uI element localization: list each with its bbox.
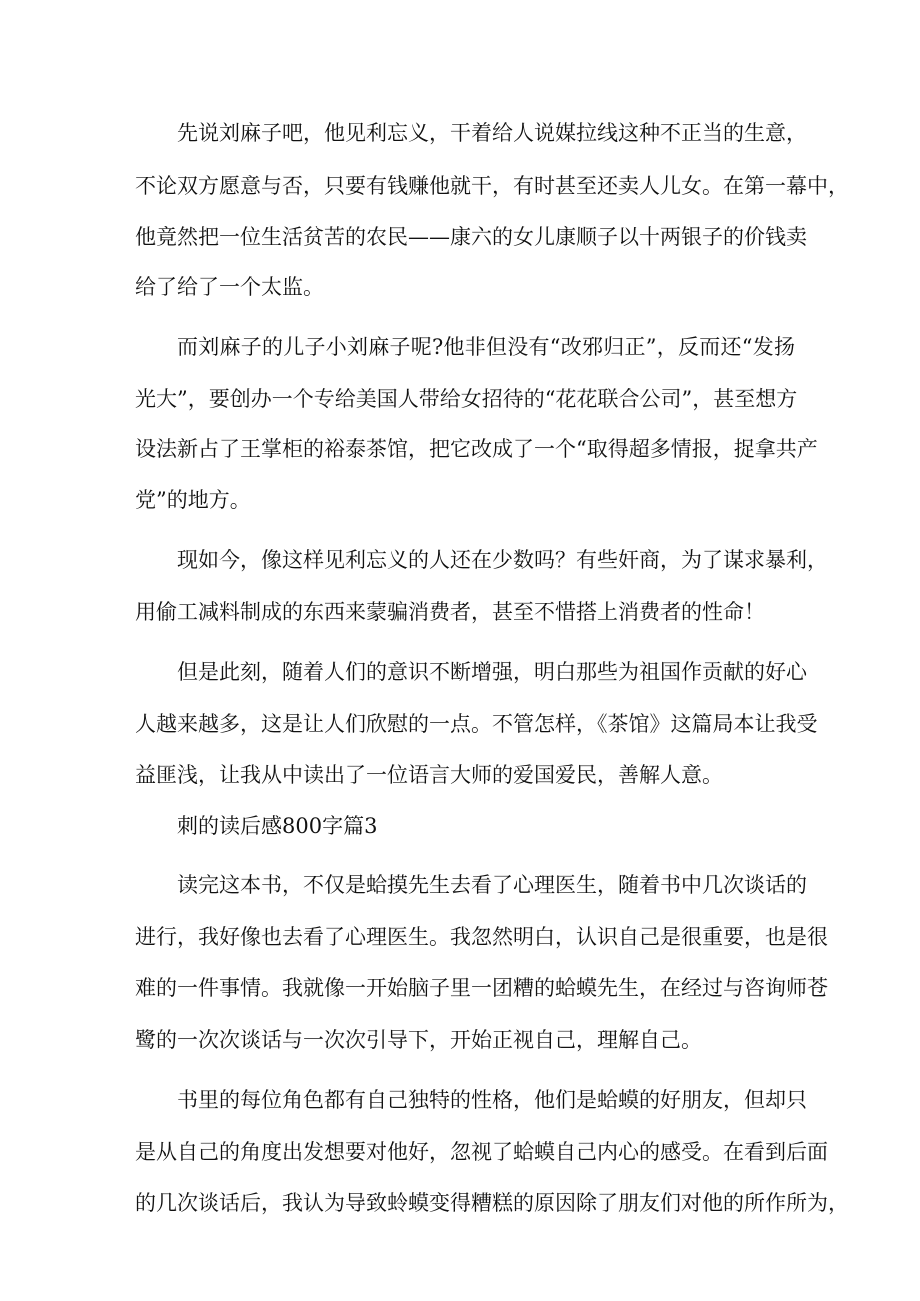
paragraph-4-line-1: 但是此刻，随着人们的意识不断增强，明白那些为祖国作贡献的好心: [177, 660, 807, 684]
paragraph-1-line-4: 给了给了一个太监。: [135, 275, 324, 299]
paragraph-3-line-1: 现如今，像这样见利忘义的人还在少数吗？有些奸商，为了谋求暴利，: [177, 548, 828, 572]
paragraph-5-line-4: 鹭的一次次谈话与一次次引导下，开始正视自己，理解自己。: [135, 1028, 702, 1052]
paragraph-2-line-4: 党”的地方。: [135, 488, 251, 512]
paragraph-5-line-2: 进行，我好像也去看了心理医生。我忽然明白，认识自己是很重要，也是很: [135, 925, 828, 949]
paragraph-2-line-1: 而刘麻子的儿子小刘麻子呢?他非但没有“改邪归正”，反而还“发扬: [177, 335, 795, 359]
paragraph-3-line-2: 用偷工减料制成的东西来蒙骗消费者，甚至不惜搭上消费者的性命！: [135, 600, 765, 624]
paragraph-1-line-1: 先说刘麻子吧，他见利忘义，干着给人说媒拉线这种不正当的生意，: [177, 121, 807, 145]
paragraph-6-line-3: 的几次谈话后，我认为导致蛉蟆变得糟糕的原因除了朋友们对他的所作所为，: [135, 1191, 849, 1215]
paragraph-2-line-3: 设法新占了王掌柜的裕泰茶馆，把它改成了一个“取得超多情报，捉拿共产: [135, 437, 818, 461]
paragraph-1-line-2: 不论双方愿意与否，只要有钱赚他就干，有时甚至还卖人儿女。在第一幕中，: [135, 174, 849, 198]
paragraph-1-line-3: 他竟然把一位生活贫苦的农民——康六的女儿康顺子以十两银子的价钱卖: [135, 225, 807, 249]
paragraph-4-line-3: 益匪浅，让我从中读出了一位语言大师的爱国爱民，善解人意。: [135, 763, 723, 787]
paragraph-4-line-2: 人越来越多，这是让人们欣慰的一点。不管怎样，《茶馆》这篇局本让我受: [135, 712, 818, 736]
paragraph-6-line-1: 书里的每位角色都有自己独特的性格，他们是蛤蟆的好朋友，但却只: [177, 1088, 807, 1112]
paragraph-5-line-1: 读完这本书，不仅是蛤摸先生去看了心理医生，随着书中几次谈话的: [177, 873, 807, 897]
section-heading: 刺的读后感800字篇3: [177, 814, 378, 838]
paragraph-5-line-3: 难的一件事情。我就像一开始脑子里一团糟的蛤蟆先生，在经过与咨询师苍: [135, 976, 828, 1000]
paragraph-2-line-2: 光大”，要创办一个专给美国人带给女招待的“花花联合公司”，甚至想方: [135, 387, 798, 411]
paragraph-6-line-2: 是从自己的角度出发想要对他好，忽视了蛤蟆自己内心的感受。在看到后面: [135, 1140, 828, 1164]
